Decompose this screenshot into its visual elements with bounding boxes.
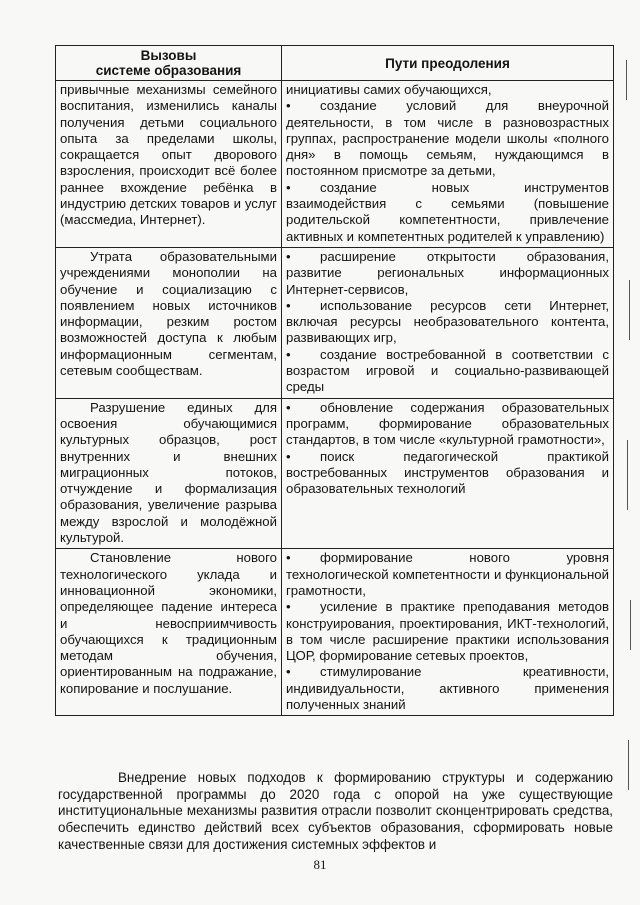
challenge-cell: Разрушение единых для освоения обучающимися культурных образцов, рост внутренних и внешних миграционных потоков, отчуждение и формализация образования, увеличение разрыва между взрослой и молодёжной культурой.: [56, 398, 282, 549]
solution-item: [286, 98, 609, 179]
solution-item: [286, 347, 609, 396]
bullet-icon: •: [286, 297, 291, 313]
scan-artifact: [628, 740, 629, 790]
solution-text: создание условий для внеурочной деятельности, в том числе в разновозрастных группах, распространение модели школы «полного дня» в помощь семьям, нуждающимся в постоянном присмотре за детьми,: [286, 98, 609, 179]
challenge-cell: привычные механизмы семейного воспитания, изменились каналы получения детьми социального опыта за пределами школы, сокращается опыт дворового взросления, происходит всё более раннее вхождение ребёнка в индустрию детских товаров и услуг (массмедиа, Интернет).: [56, 81, 282, 248]
solutions-cell: [282, 247, 614, 398]
bullet-icon: •: [286, 599, 291, 615]
scan-artifact: [630, 600, 631, 650]
solution-text: усиление в практике преподавания методов конструирования, проектирования, ИКТ-технологий, в том числе расширение практики использования ЦОР, формирование сетевых проектов,: [286, 599, 609, 664]
body-paragraph: Внедрение новых подходов к формированию структуры и содержанию государственной программы до 2020 года с опорой на уже существующие институциональные механизмы развития отрасли позволит сконцентрировать средства, обеспечить единство действий всех субъектов образования, сформировать новые качественные связи для достижения системных эффектов и: [58, 770, 613, 852]
table-row: [56, 81, 614, 248]
solution-item: [286, 400, 609, 449]
solution-item: [286, 550, 609, 599]
solution-text: формирование нового уровня технологической компетентности и функциональной грамотности,: [286, 550, 609, 598]
bullet-icon: •: [286, 399, 291, 415]
bullet-icon: •: [286, 664, 291, 680]
solution-text: расширение открытости образования, развитие региональных информационных Интернет-сервисов,: [286, 248, 609, 297]
solution-text: обновление содержания образовательных программ, формирование образовательных стандартов, в том числе «культурной грамотности»,: [286, 399, 609, 448]
solution-item: [286, 298, 609, 347]
solution-item: [286, 180, 609, 245]
bullet-icon: •: [286, 179, 291, 195]
bullet-icon: •: [286, 248, 291, 264]
solution-text: создание востребованной в соответствии с возрастом игровой и социально-развивающей среды: [286, 346, 609, 395]
challenge-cell: Становление нового технологического уклада и инновационной экономики, определяющее падение интереса и невосприимчивость обучающихся к традиционным методам обучения, ориентированным на подражание, копирование и послушание.: [56, 549, 282, 716]
solutions-cell: [282, 398, 614, 549]
header-challenges-line1: Вызовы: [140, 48, 197, 63]
solution-item: [286, 82, 609, 98]
solution-item: [286, 249, 609, 298]
solutions-cell: [282, 549, 614, 716]
scan-artifact: [629, 280, 630, 340]
solution-text: стимулирование креативности, индивидуальности, активного применения полученных знаний: [286, 664, 609, 712]
bullet-icon: •: [286, 550, 291, 566]
header-solutions: Пути преодоления: [282, 46, 614, 81]
solution-item: [286, 599, 609, 664]
bullet-icon: •: [286, 448, 291, 464]
table-body: [56, 81, 614, 716]
solution-item: [286, 664, 609, 713]
challenges-table: [55, 45, 614, 716]
solution-text: создание новых инструментов взаимодействия с семьями (повышение родительской компетентности, привлечение активных и компетентных родителей к управлению): [286, 179, 609, 244]
page-number: 81: [313, 857, 327, 872]
solution-item: [286, 449, 609, 498]
scan-artifact: [627, 440, 628, 510]
table-row: [56, 247, 614, 398]
scan-artifact: [626, 60, 627, 100]
header-challenges-line2: системе образования: [95, 63, 242, 78]
solutions-cell: [282, 81, 614, 248]
table-row: [56, 398, 614, 549]
solution-text: инициативы самих обучающихся,: [286, 82, 492, 97]
header-challenges: [56, 46, 282, 81]
solution-text: использование ресурсов сети Интернет, включая ресурсы необразовательного контента, развивающих игр,: [286, 297, 609, 346]
bullet-icon: •: [286, 98, 291, 114]
solution-text: поиск педагогической практикой востребованных инструментов образования и образовательных технологий: [286, 448, 609, 497]
bullet-icon: •: [286, 346, 291, 362]
table-row: [56, 549, 614, 716]
challenge-cell: Утрата образовательными учреждениями монополии на обучение и социализацию с появлением новых источников информации, резким ростом возможностей доступа к любым информационным сегментам, сетевым сообществам.: [56, 247, 282, 398]
table-header-row: [56, 46, 614, 81]
